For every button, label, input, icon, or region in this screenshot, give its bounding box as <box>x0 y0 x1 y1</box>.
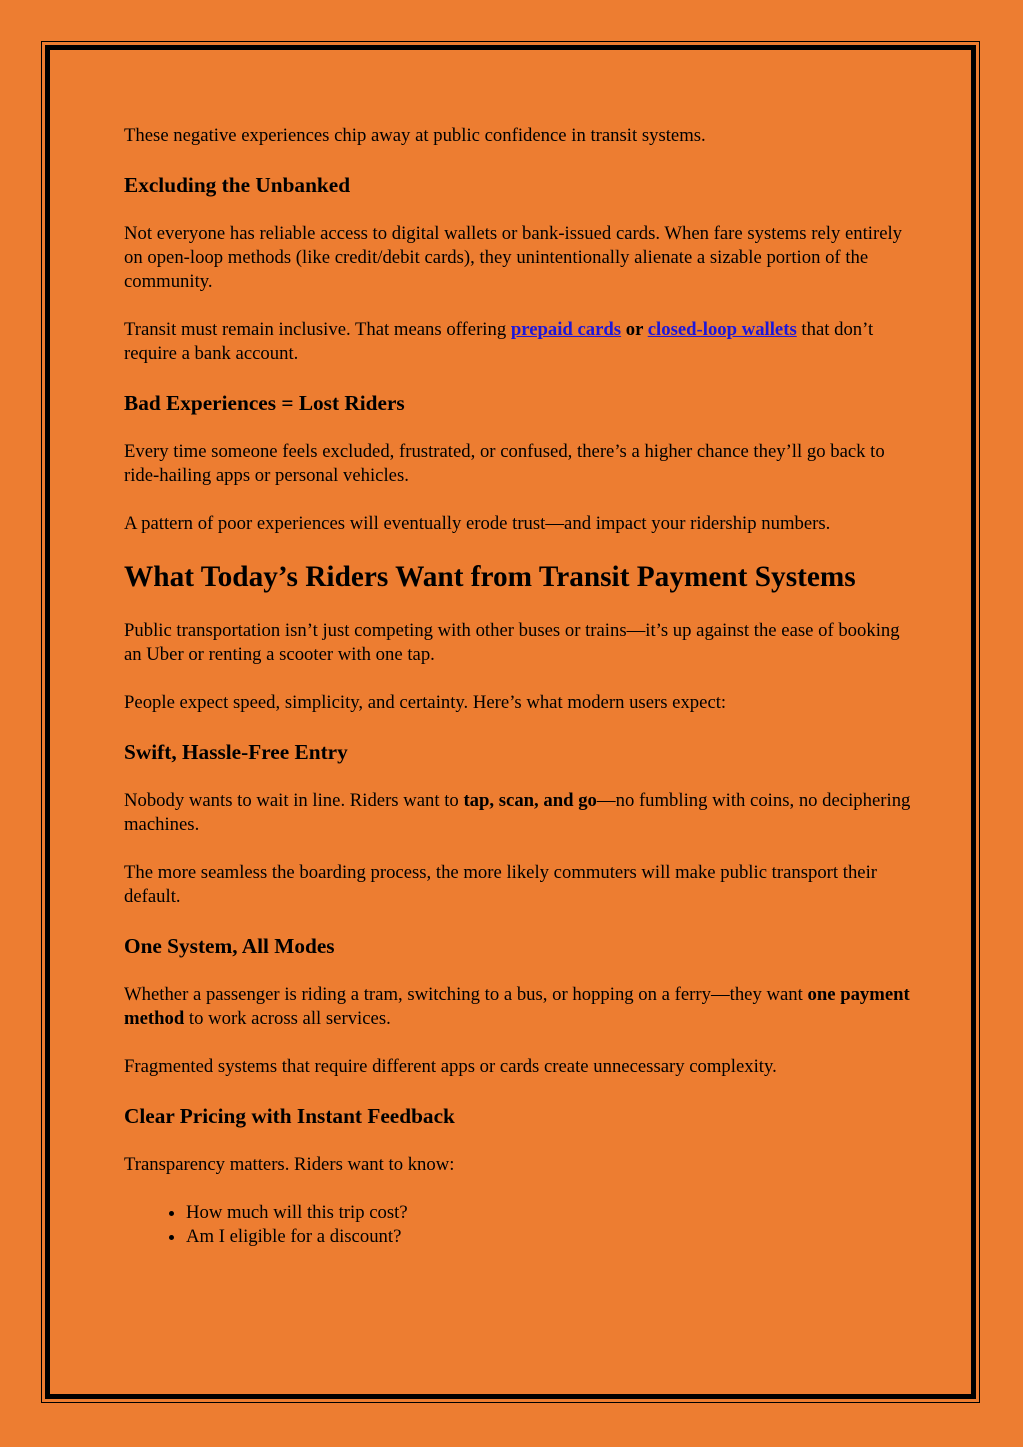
document-body <box>124 124 914 1249</box>
paragraph-text: Nobody wants to wait in line. Riders want to <box>124 790 464 811</box>
heading-excluding-unbanked: Excluding the Unbanked <box>124 173 351 197</box>
heading-clear-pricing: Clear Pricing with Instant Feedback <box>124 1104 455 1128</box>
paragraph-modes-1 <box>124 983 914 1031</box>
paragraph-text: to work across all services. <box>184 1008 391 1029</box>
paragraph-text-bold: or <box>621 319 648 340</box>
bullet-list <box>124 1201 914 1249</box>
heading-lost-riders: Bad Experiences = Lost Riders <box>124 391 405 415</box>
paragraph-text: —no fumbling with coins, no deciphering machines. <box>124 790 911 835</box>
heading-riders-want: What Today’s Riders Want from Transit Payment Systems <box>124 561 856 593</box>
paragraph-text: Transit must remain inclusive. That means offering <box>124 319 511 340</box>
heading-swift-entry: Swift, Hassle-Free Entry <box>124 740 348 764</box>
paragraph-text: Whether a passenger is riding a tram, switching to a bus, or hopping on a ferry—they want <box>124 984 808 1005</box>
paragraph-text: that don’t require a bank account. <box>124 319 874 364</box>
paragraph-unbanked-2 <box>124 318 914 366</box>
paragraph-lost-1: Every time someone feels excluded, frustrated, or confused, there’s a higher chance they’ll go back to ride-hailing apps or personal vehicles. <box>124 441 885 486</box>
paragraph-text-bold: one payment method <box>124 984 910 1029</box>
paragraph-want-2: People expect speed, simplicity, and certainty. Here’s what modern users expect: <box>124 692 727 713</box>
heading-one-system: One System, All Modes <box>124 934 335 958</box>
list-item: • Am I eligible for a discount? <box>186 1225 914 1249</box>
paragraph-swift-2: The more seamless the boarding process, the more likely commuters will make public transport their default. <box>124 862 878 907</box>
list-item: • How much will this trip cost? <box>186 1201 914 1225</box>
paragraph-lost-2: A pattern of poor experiences will eventually erode trust—and impact your ridership numbers. <box>124 513 831 534</box>
paragraph-unbanked-1: Not everyone has reliable access to digital wallets or bank-issued cards. When fare systems rely entirely on open-loop methods (like credit/debit cards), they unintentionally alienate a sizable portion of the community. <box>124 223 903 292</box>
paragraph-modes-2: Fragmented systems that require different apps or cards create unnecessary complexity. <box>124 1056 777 1077</box>
closed-loop-wallets-link[interactable]: closed-loop wallets <box>647 319 797 340</box>
paragraph-want-1: Public transportation isn’t just competing with other buses or trains—it’s up against the ease of booking an Uber or renting a scooter with one tap. <box>124 620 900 665</box>
prepaid-cards-link[interactable]: prepaid cards <box>510 319 622 340</box>
paragraph-pricing-1: Transparency matters. Riders want to know: <box>124 1154 455 1175</box>
paragraph-swift-1 <box>124 789 914 837</box>
paragraph-text-bold: tap, scan, and go <box>463 790 597 811</box>
paragraph-intro: These negative experiences chip away at public confidence in transit systems. <box>124 125 706 146</box>
